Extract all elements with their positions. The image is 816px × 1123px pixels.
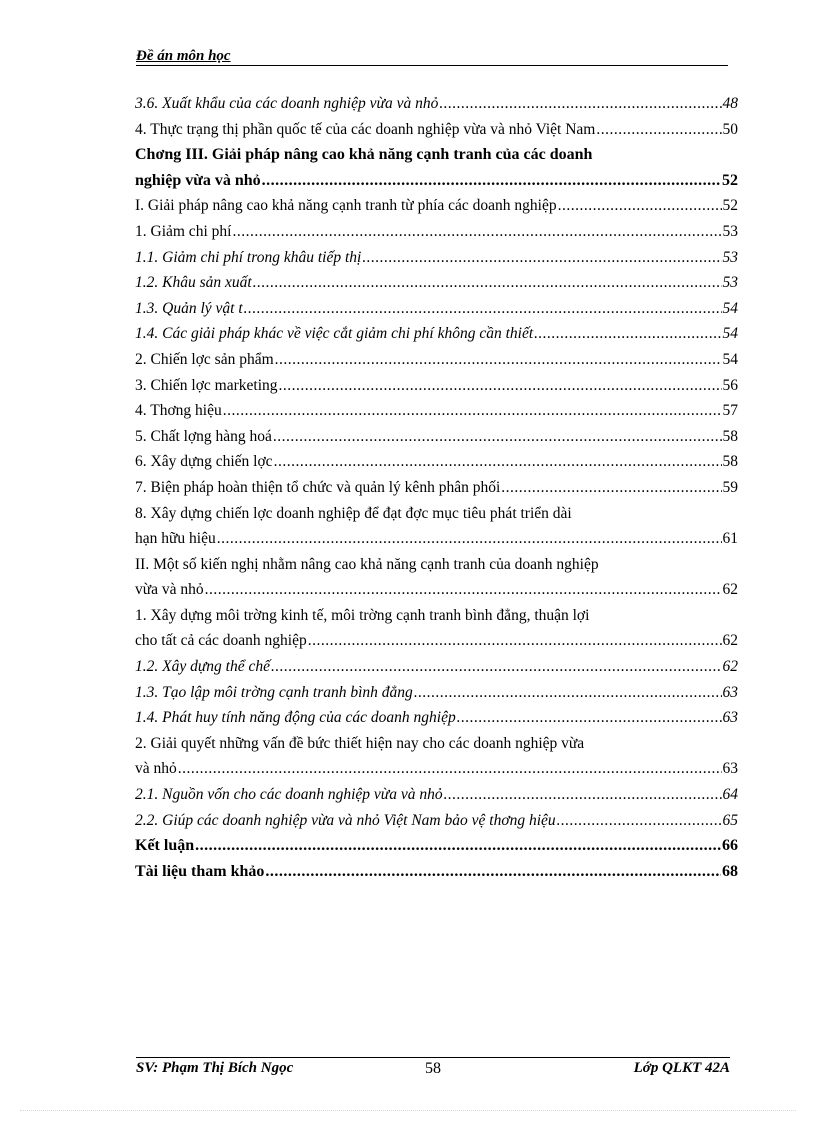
- toc-entry: [135, 172, 738, 198]
- toc-entry: [135, 325, 738, 351]
- toc-entry: [135, 402, 738, 428]
- toc-entry-title: Chơng III. Giải pháp nâng cao khả năng cạnh tranh của các doanh: [135, 146, 593, 164]
- toc-entry-title: 2.1. Nguồn vốn cho các doanh nghiệp vừa và nhỏ: [135, 786, 443, 804]
- toc-entry: [135, 300, 738, 326]
- toc-entry-title: cho tất cả các doanh nghiệp: [135, 632, 307, 650]
- toc-entry: [135, 632, 738, 658]
- toc-entry-page: 53: [722, 274, 738, 292]
- toc-entry-title: 7. Biện pháp hoàn thiện tổ chức và quản lý kênh phân phối: [135, 478, 501, 496]
- toc-entry-page: 56: [722, 376, 738, 394]
- toc-entry: [135, 581, 738, 607]
- toc-entry-page: 53: [722, 222, 738, 240]
- toc-entry-title: 1.2. Khâu sản xuất: [135, 274, 252, 292]
- toc-entry: [135, 684, 738, 710]
- toc-entry-title: 4. Thơng hiệu: [135, 402, 222, 420]
- page-edge: [20, 1110, 796, 1111]
- toc-entry: [135, 607, 738, 633]
- toc-entry-title: 1.1. Giảm chi phí trong khâu tiếp thị: [135, 248, 362, 266]
- toc-entry-title: 3.6. Xuất khẩu của các doanh nghiệp vừa và nhỏ: [135, 95, 439, 112]
- toc-entry-title: 6. Xây dựng chiến lợc: [135, 453, 273, 471]
- toc-entry-page: 54: [722, 325, 738, 343]
- toc-entry-page: 58: [722, 453, 738, 471]
- toc-entry: [135, 428, 738, 454]
- toc-entry-title: và nhỏ: [135, 760, 177, 778]
- toc-dot-leader: [362, 249, 721, 267]
- toc-dot-leader: [457, 709, 722, 727]
- toc-entry-page: 52: [722, 197, 738, 215]
- toc-dot-leader: [444, 786, 722, 804]
- toc-entry-page: 50: [722, 120, 738, 138]
- toc-entry-page: 62: [722, 581, 738, 599]
- toc-dot-leader: [308, 632, 722, 650]
- toc-dot-leader: [501, 479, 721, 497]
- toc-dot-leader: [558, 197, 722, 215]
- toc-dot-leader: [265, 863, 721, 881]
- toc-entry: [135, 274, 738, 300]
- table-of-contents: [135, 95, 738, 888]
- toc-entry: [135, 530, 738, 556]
- toc-entry-title: 2.2. Giúp các doanh nghiệp vừa và nhỏ Việt Nam bảo vệ thơng hiệu: [135, 811, 556, 829]
- toc-entry-page: 63: [722, 709, 738, 727]
- toc-dot-leader: [262, 172, 721, 190]
- toc-entry-page: 53: [722, 248, 738, 266]
- header-title: Đề án môn học: [136, 48, 231, 64]
- toc-entry-title: 1.4. Phát huy tính năng động của các doanh nghiệp: [135, 709, 456, 727]
- toc-dot-leader: [205, 581, 722, 599]
- toc-entry: [135, 146, 738, 172]
- toc-entry-title: hạn hữu hiệu: [135, 530, 216, 548]
- page-footer: [136, 1060, 730, 1082]
- toc-entry-title: Tài liệu tham khảo: [135, 862, 265, 880]
- toc-entry-page: 54: [722, 350, 738, 368]
- toc-entry: [135, 760, 738, 786]
- toc-entry-title: II. Một số kiến nghị nhằm nâng cao khả năng cạnh tranh của doanh nghiệp: [135, 555, 599, 573]
- toc-dot-leader: [557, 812, 722, 830]
- toc-entry-page: 64: [722, 786, 738, 804]
- toc-entry-page: 65: [722, 811, 738, 829]
- toc-dot-leader: [271, 658, 722, 676]
- toc-entry-page: 66: [722, 837, 738, 855]
- toc-entry-title: 1.4. Các giải pháp khác về việc cắt giảm chi phí không cần thiết: [135, 325, 534, 343]
- toc-entry-title: 1. Xây dựng môi trờng kinh tế, môi trờng cạnh tranh bình đẳng, thuận lợi: [135, 606, 590, 624]
- toc-entry-title: 3. Chiến lợc marketing: [135, 376, 278, 394]
- toc-dot-leader: [534, 325, 721, 343]
- toc-entry-title: nghiệp vừa và nhỏ: [135, 171, 261, 189]
- toc-dot-leader: [414, 684, 722, 702]
- toc-entry-title: 8. Xây dựng chiến lợc doanh nghiệp để đạt đợc mục tiêu phát triển dài: [135, 504, 572, 522]
- toc-entry: [135, 351, 738, 377]
- toc-entry: [135, 812, 738, 838]
- toc-dot-leader: [232, 223, 721, 241]
- toc-entry-page: 68: [722, 862, 738, 880]
- toc-entry: [135, 505, 738, 531]
- toc-dot-leader: [439, 95, 721, 113]
- footer-rule: [136, 1057, 730, 1058]
- toc-entry-page: 52: [722, 171, 738, 189]
- toc-entry: [135, 556, 738, 582]
- toc-entry-page: 48: [722, 95, 738, 112]
- toc-dot-leader: [244, 300, 722, 318]
- toc-entry-page: 61: [722, 530, 738, 548]
- toc-entry-title: 2. Giải quyết những vấn đề bức thiết hiện nay cho các doanh nghiệp vừa: [135, 734, 585, 752]
- toc-entry-title: 5. Chất lợng hàng hoá: [135, 427, 272, 445]
- toc-dot-leader: [178, 760, 722, 778]
- footer-author: SV: Phạm Thị Bích Ngọc: [136, 1060, 294, 1076]
- toc-dot-leader: [596, 121, 721, 139]
- toc-entry: [135, 377, 738, 403]
- toc-entry: [135, 249, 738, 275]
- toc-entry: [135, 223, 738, 249]
- toc-entry-title: 4. Thực trạng thị phần quốc tế của các doanh nghiệp vừa và nhỏ Việt Nam: [135, 120, 596, 138]
- toc-dot-leader: [195, 837, 721, 855]
- toc-entry: [135, 709, 738, 735]
- toc-entry-title: 1.2. Xây dựng thể chế: [135, 658, 270, 676]
- toc-entry-title: vừa và nhỏ: [135, 581, 204, 599]
- toc-entry-page: 63: [722, 683, 738, 701]
- toc-entry-title: 1.3. Quản lý vật t: [135, 299, 243, 317]
- toc-dot-leader: [275, 351, 722, 369]
- toc-dot-leader: [274, 453, 722, 471]
- toc-entry: [135, 735, 738, 761]
- toc-entry-page: 62: [722, 658, 738, 676]
- toc-entry-page: 62: [722, 632, 738, 650]
- toc-dot-leader: [273, 428, 722, 446]
- toc-dot-leader: [217, 530, 722, 548]
- header-rule: [136, 65, 728, 66]
- toc-entry: [135, 95, 738, 121]
- toc-entry-page: 59: [722, 478, 738, 496]
- toc-dot-leader: [223, 402, 722, 420]
- toc-entry: [135, 863, 738, 889]
- toc-entry-page: 57: [722, 402, 738, 420]
- toc-entry-page: 58: [722, 427, 738, 445]
- toc-entry-title: 1.3. Tạo lập môi trờng cạnh tranh bình đẳng: [135, 683, 413, 701]
- toc-entry: [135, 197, 738, 223]
- toc-dot-leader: [253, 274, 722, 292]
- toc-entry: [135, 837, 738, 863]
- footer-page-number: 58: [425, 1060, 441, 1077]
- toc-entry: [135, 786, 738, 812]
- toc-entry: [135, 121, 738, 147]
- toc-entry-title: 2. Chiến lợc sản phẩm: [135, 350, 274, 368]
- toc-entry: [135, 453, 738, 479]
- toc-entry-title: Kết luận: [135, 837, 195, 855]
- toc-entry-page: 54: [722, 299, 738, 317]
- toc-entry-title: I. Giải pháp nâng cao khả năng cạnh tranh từ phía các doanh nghiệp: [135, 197, 557, 215]
- toc-entry-title: 1. Giảm chi phí: [135, 222, 232, 240]
- toc-dot-leader: [279, 377, 722, 395]
- toc-entry: [135, 479, 738, 505]
- footer-class: Lớp QLKT 42A: [633, 1060, 730, 1076]
- toc-entry-page: 63: [722, 760, 738, 778]
- toc-entry: [135, 658, 738, 684]
